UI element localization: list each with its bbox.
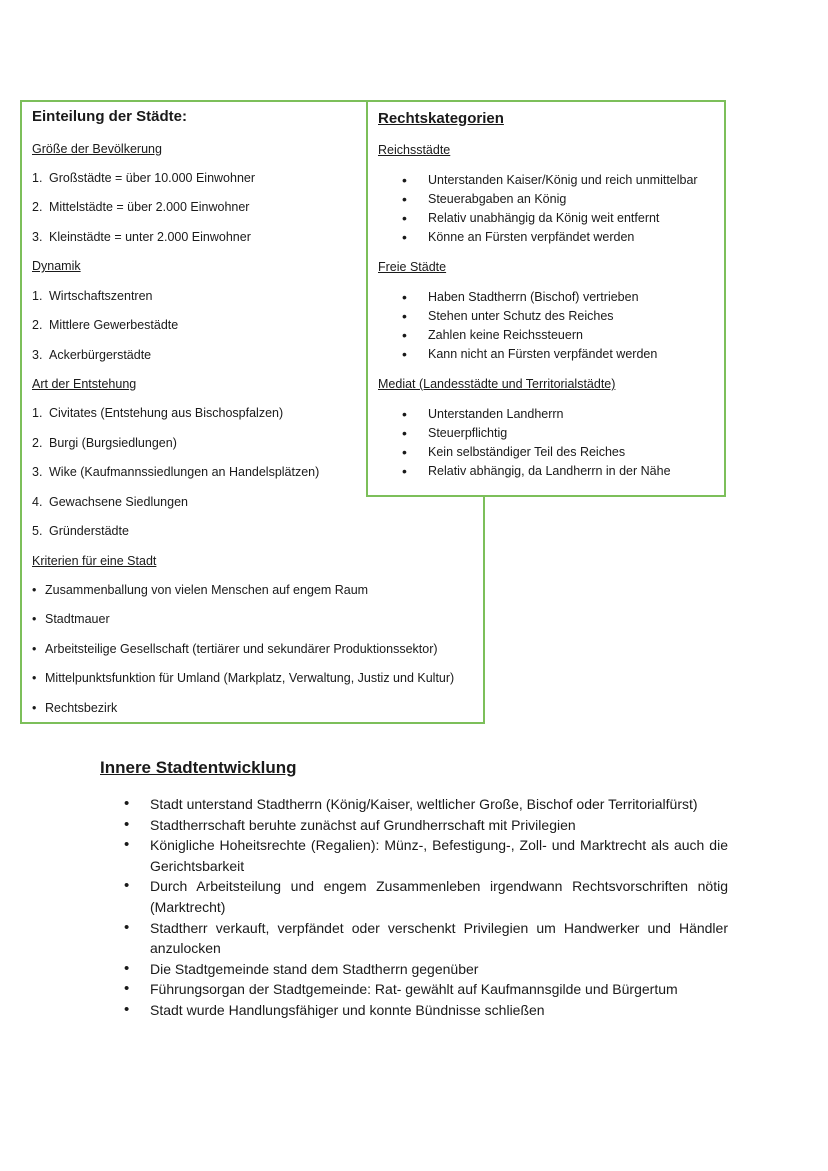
list-item: • Stadtmauer <box>32 612 110 626</box>
list-item: • Rechtsbezirk <box>32 701 118 715</box>
section-heading-imperial-cities: Reichsstädte <box>378 143 451 157</box>
list-item: • Könne an Fürsten verpfändet werden <box>402 228 698 247</box>
list-item: • Zahlen keine Reichssteuern <box>402 326 657 345</box>
inner-development-title: Innere Stadtentwicklung <box>100 758 297 777</box>
list-item: • Relativ abhängig, da Landherrn in der Nähe <box>402 462 671 481</box>
list-item: 3. Wike (Kaufmannssiedlungen an Handelsplätzen) <box>32 465 320 479</box>
list-item: 3. Kleinstädte = unter 2.000 Einwohner <box>32 230 251 244</box>
list-item: 5. Gründerstädte <box>32 524 129 538</box>
imperial-cities-list <box>402 171 698 247</box>
section-heading-mediat: Mediat (Landesstädte und Territorialstädte) <box>378 377 616 391</box>
list-item: 1. Civitates (Entstehung aus Bischospfalzen) <box>32 406 284 420</box>
list-item: • Arbeitsteilige Gesellschaft (tertiärer und sekundärer Produktionssektor) <box>32 642 438 656</box>
list-item: • Die Stadtgemeinde stand dem Stadtherrn gegenüber <box>124 959 728 980</box>
list-item: • Königliche Hoheitsrechte (Regalien): Münz-, Befestigung-, Zoll- und Marktrecht als auch die Gerichtsbarkeit <box>124 835 728 876</box>
list-item: • Kann nicht an Fürsten verpfändet werden <box>402 345 657 364</box>
mediat-list <box>402 405 671 481</box>
list-item: 1. Großstädte = über 10.000 Einwohner <box>32 171 256 185</box>
section-heading-dynamics: Dynamik <box>32 259 81 273</box>
section-heading-population: Größe der Bevölkerung <box>32 142 162 156</box>
list-item: • Zusammenballung von vielen Menschen auf engem Raum <box>32 583 369 597</box>
list-item: • Unterstanden Landherrn <box>402 405 671 424</box>
list-item: • Durch Arbeitsteilung und engem Zusammenleben irgendwann Rechtsvorschriften nötig (Marktrecht) <box>124 876 728 917</box>
list-item: • Steuerpflichtig <box>402 424 671 443</box>
section-heading-free-cities: Freie Städte <box>378 260 447 274</box>
list-item: 4. Gewachsene Siedlungen <box>32 495 188 509</box>
legal-categories-title: Rechtskategorien <box>378 110 504 127</box>
list-item: 3. Ackerbürgerstädte <box>32 348 152 362</box>
list-item: • Kein selbständiger Teil des Reiches <box>402 443 671 462</box>
list-item: • Steuerabgaben an König <box>402 190 698 209</box>
legal-categories-box <box>366 100 726 497</box>
section-heading-origin: Art der Entstehung <box>32 377 137 391</box>
list-item: • Haben Stadtherrn (Bischof) vertrieben <box>402 288 657 307</box>
section-heading-criteria: Kriterien für eine Stadt <box>32 554 157 568</box>
list-item: • Stehen unter Schutz des Reiches <box>402 307 657 326</box>
list-item: • Führungsorgan der Stadtgemeinde: Rat- gewählt auf Kaufmannsgilde und Bürgertum <box>124 979 728 1000</box>
list-item: • Stadt wurde Handlungsfähiger und konnte Bündnisse schließen <box>124 1000 728 1021</box>
list-item: • Stadt unterstand Stadtherrn (König/Kaiser, weltlicher Große, Bischof oder Territorialfürst) <box>124 794 728 815</box>
inner-development-list <box>124 794 728 1021</box>
list-item: 1. Wirtschaftszentren <box>32 289 153 303</box>
classification-title: Einteilung der Städte: <box>32 108 188 125</box>
list-item: • Unterstanden Kaiser/König und reich unmittelbar <box>402 171 698 190</box>
list-item: • Mittelpunktsfunktion für Umland (Markplatz, Verwaltung, Justiz und Kultur) <box>32 671 455 685</box>
list-item: 2. Burgi (Burgsiedlungen) <box>32 436 177 450</box>
free-cities-list <box>402 288 657 364</box>
list-item: 2. Mittelstädte = über 2.000 Einwohner <box>32 200 250 214</box>
list-item: • Relativ unabhängig da König weit entfernt <box>402 209 698 228</box>
list-item: 2. Mittlere Gewerbestädte <box>32 318 179 332</box>
list-item: • Stadtherrschaft beruhte zunächst auf Grundherrschaft mit Privilegien <box>124 815 728 836</box>
list-item: • Stadtherr verkauft, verpfändet oder verschenkt Privilegien um Handwerker und Händler anzulocken <box>124 918 728 959</box>
